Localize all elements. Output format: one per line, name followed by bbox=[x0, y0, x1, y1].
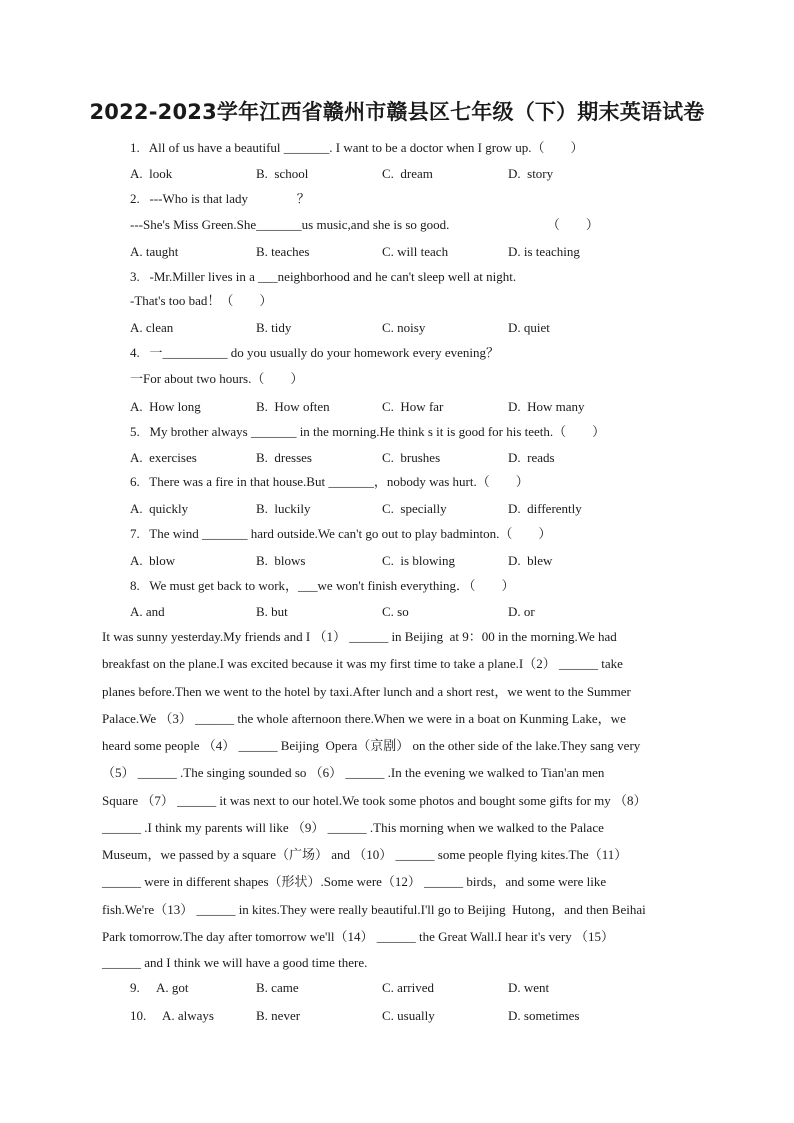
question-4-stem-2: 一For about two hours.（ ） bbox=[130, 371, 304, 386]
question-1-option-b: B. school bbox=[256, 166, 309, 181]
question-6-option-b: B. luckily bbox=[256, 501, 311, 516]
cloze-10-option-a: A. always bbox=[162, 1008, 214, 1023]
question-8-option-a: A. and bbox=[130, 604, 165, 619]
question-1-option-a: A. look bbox=[130, 166, 173, 181]
passage-line-2: breakfast on the plane.I was excited because it was my first time to take a plane.I（2） ______ take bbox=[102, 656, 623, 671]
question-4-option-a: A. How long bbox=[130, 399, 201, 414]
passage-line-10: ______ were in different shapes（形状）.Some were（12） ______ birds，and some were like bbox=[102, 874, 607, 889]
cloze-10-number: 10. bbox=[130, 1008, 147, 1023]
passage-line-8: ______ .I think my parents will like （9） ______ .This morning when we walked to the Palace bbox=[102, 820, 604, 835]
question-3-option-c: C. noisy bbox=[382, 320, 426, 335]
passage-line-7: Square （7） ______ it was next to our hotel.We took some photos and bought some gifts for my （8） bbox=[102, 793, 647, 808]
cloze-10-option-d: D. sometimes bbox=[508, 1008, 580, 1023]
cloze-10-option-c: C. usually bbox=[382, 1008, 435, 1023]
cloze-9-option-d: D. went bbox=[508, 980, 550, 995]
question-7-option-b: B. blows bbox=[256, 553, 306, 568]
question-6-stem: 6. There was a fire in that house.But _______，nobody was hurt.（ ） bbox=[130, 474, 529, 489]
passage-line-5: heard some people （4） ______ Beijing Opera（京剧） on the other side of the lake.They sang very bbox=[102, 738, 641, 753]
question-5-option-a: A. exercises bbox=[130, 450, 197, 465]
question-2-stem: 2. ---Who is that lady ？ bbox=[130, 191, 310, 206]
question-2-option-a: A. taught bbox=[130, 244, 179, 259]
passage-line-9: Museum，we passed by a square（广场） and （10） ______ some people flying kites.The（11） bbox=[102, 847, 628, 862]
question-5-option-b: B. dresses bbox=[256, 450, 312, 465]
passage-line-12: Park tomorrow.The day after tomorrow we'll（14） ______ the Great Wall.I hear it's very （15） bbox=[102, 929, 614, 944]
page-title: 2022-2023学年江西省赣州市赣县区七年级（下）期末英语试卷 bbox=[89, 100, 705, 124]
question-2-option-b: B. teaches bbox=[256, 244, 310, 259]
cloze-9-option-a: A. got bbox=[156, 980, 189, 995]
question-7-option-d: D. blew bbox=[508, 553, 553, 568]
question-8-option-b: B. but bbox=[256, 604, 288, 619]
question-6-option-d: D. differently bbox=[508, 501, 582, 516]
question-2-option-c: C. will teach bbox=[382, 244, 449, 259]
question-8-option-c: C. so bbox=[382, 604, 409, 619]
cloze-9-option-c: C. arrived bbox=[382, 980, 434, 995]
question-7-option-c: C. is blowing bbox=[382, 553, 455, 568]
passage-line-13: ______ and I think we will have a good time there. bbox=[102, 955, 368, 970]
passage-line-1: It was sunny yesterday.My friends and I （1） ______ in Beijing at 9：00 in the morning.We had bbox=[102, 629, 617, 644]
question-4-option-d: D. How many bbox=[508, 399, 585, 414]
question-8-option-d: D. or bbox=[508, 604, 535, 619]
question-2-option-d: D. is teaching bbox=[508, 244, 580, 259]
question-5-option-c: C. brushes bbox=[382, 450, 441, 465]
question-3-stem: 3. -Mr.Miller lives in a ___neighborhood and he can't sleep well at night. bbox=[130, 269, 517, 284]
question-3-option-d: D. quiet bbox=[508, 320, 550, 335]
passage-line-3: planes before.Then we went to the hotel by taxi.After lunch and a short rest，we went to the Summer bbox=[102, 684, 631, 699]
cloze-10-option-b: B. never bbox=[256, 1008, 301, 1023]
passage-line-11: fish.We're（13） ______ in kites.They were really beautiful.I'll go to Beijing Hutong，and then Beihai bbox=[102, 902, 646, 917]
question-7-option-a: A. blow bbox=[130, 553, 176, 568]
question-1-option-c: C. dream bbox=[382, 166, 433, 181]
question-5-option-d: D. reads bbox=[508, 450, 555, 465]
question-7-stem: 7. The wind _______ hard outside.We can't go out to play badminton.（ ） bbox=[130, 526, 552, 541]
question-4-option-b: B. How often bbox=[256, 399, 330, 414]
question-6-option-c: C. specially bbox=[382, 501, 447, 516]
question-4-option-c: C. How far bbox=[382, 399, 444, 414]
question-1-option-d: D. story bbox=[508, 166, 554, 181]
question-2-stem-2: ---She's Miss Green.She_______us music,and she is so good. （ ） bbox=[130, 217, 599, 232]
question-3-option-b: B. tidy bbox=[256, 320, 292, 335]
cloze-9-number: 9. bbox=[130, 980, 140, 995]
question-3-stem-2: -That's too bad！（ ） bbox=[130, 293, 273, 308]
passage-line-4: Palace.We （3） ______ the whole afternoon there.When we were in a boat on Kunming Lake，we bbox=[102, 711, 626, 726]
passage-line-6: （5） ______ .The singing sounded so （6） ______ .In the evening we walked to Tian'an men bbox=[102, 765, 605, 780]
cloze-9-option-b: B. came bbox=[256, 980, 299, 995]
question-1-stem: 1. All of us have a beautiful _______. I want to be a doctor when I grow up.（ ） bbox=[130, 140, 584, 155]
question-3-option-a: A. clean bbox=[130, 320, 174, 335]
question-8-stem: 8. We must get back to work，___we won't finish everything．（ ） bbox=[130, 578, 515, 593]
question-6-option-a: A. quickly bbox=[130, 501, 189, 516]
question-5-stem: 5. My brother always _______ in the morning.He think s it is good for his teeth.（ ） bbox=[130, 424, 606, 439]
question-4-stem: 4. 一__________ do you usually do your homework every evening？ bbox=[130, 345, 500, 360]
